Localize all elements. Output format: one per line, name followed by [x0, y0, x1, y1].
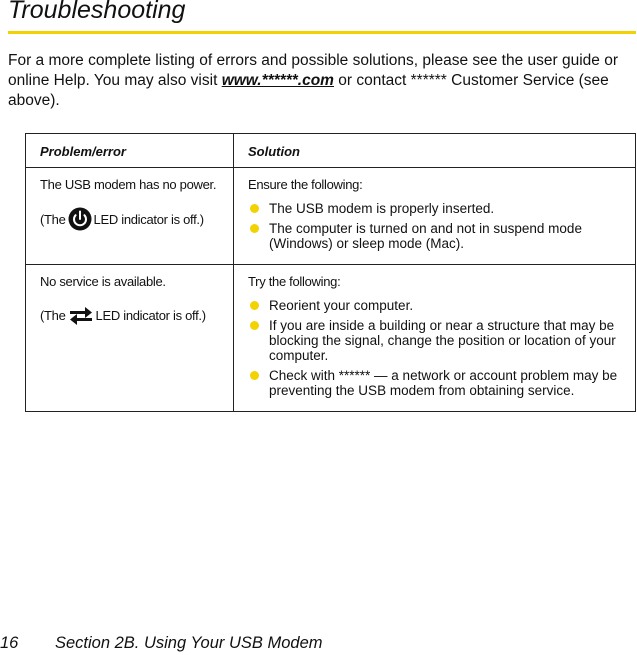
list-item: The USB modem is properly inserted.	[248, 201, 629, 216]
solution-cell	[234, 265, 636, 412]
indicator-note	[40, 304, 227, 326]
intro-paragraph	[8, 51, 633, 111]
page-number: 16	[0, 634, 19, 652]
troubleshooting-table	[25, 133, 636, 412]
intro-text-before: For a more complete listing of errors and possible solutions, please see the user guide or online Help. You may also visit	[8, 52, 618, 89]
list-item: The computer is turned on and not in suspend mode (Windows) or sleep mode (Mac).	[248, 221, 629, 251]
problem-cell	[26, 265, 234, 412]
indicator-note	[40, 207, 227, 231]
solution-list	[248, 201, 629, 251]
bullet-dot-icon	[250, 301, 259, 310]
header-problem: Problem/error	[26, 134, 234, 168]
table-row	[26, 265, 636, 412]
page-title: Troubleshooting	[8, 0, 186, 24]
indicator-after: LED indicator is off.)	[93, 211, 204, 227]
indicator-before: (The	[40, 307, 66, 323]
header-solution: Solution	[234, 134, 636, 168]
page-footer	[0, 634, 637, 653]
solution-cell	[234, 168, 636, 265]
solution-list	[248, 298, 629, 398]
bullet-dot-icon	[250, 224, 259, 233]
bullet-dot-icon	[250, 371, 259, 380]
website-link[interactable]: www.******.com	[221, 72, 334, 89]
intro-text-after: or contact ****** Customer Service (see above).	[8, 72, 609, 109]
solution-lead: Ensure the following:	[248, 177, 363, 192]
indicator-after: LED indicator is off.)	[95, 307, 206, 323]
bullet-dot-icon	[250, 204, 259, 213]
title-rule	[8, 31, 636, 34]
problem-text: No service is available.	[40, 274, 166, 289]
table-header-row	[26, 134, 636, 168]
bullet-dot-icon	[250, 321, 259, 330]
power-icon	[68, 207, 92, 231]
list-item: Reorient your computer.	[248, 298, 629, 313]
section-title: Section 2B. Using Your USB Modem	[55, 634, 323, 652]
swap-arrows-icon	[68, 304, 94, 326]
indicator-before: (The	[40, 211, 66, 227]
problem-text: The USB modem has no power.	[40, 177, 217, 192]
list-item: Check with ****** — a network or account problem may be preventing the USB modem from obtaining service.	[248, 368, 629, 398]
table-row	[26, 168, 636, 265]
list-item: If you are inside a building or near a structure that may be blocking the signal, change the position or location of your computer.	[248, 318, 629, 363]
problem-cell	[26, 168, 234, 265]
solution-lead: Try the following:	[248, 274, 341, 289]
